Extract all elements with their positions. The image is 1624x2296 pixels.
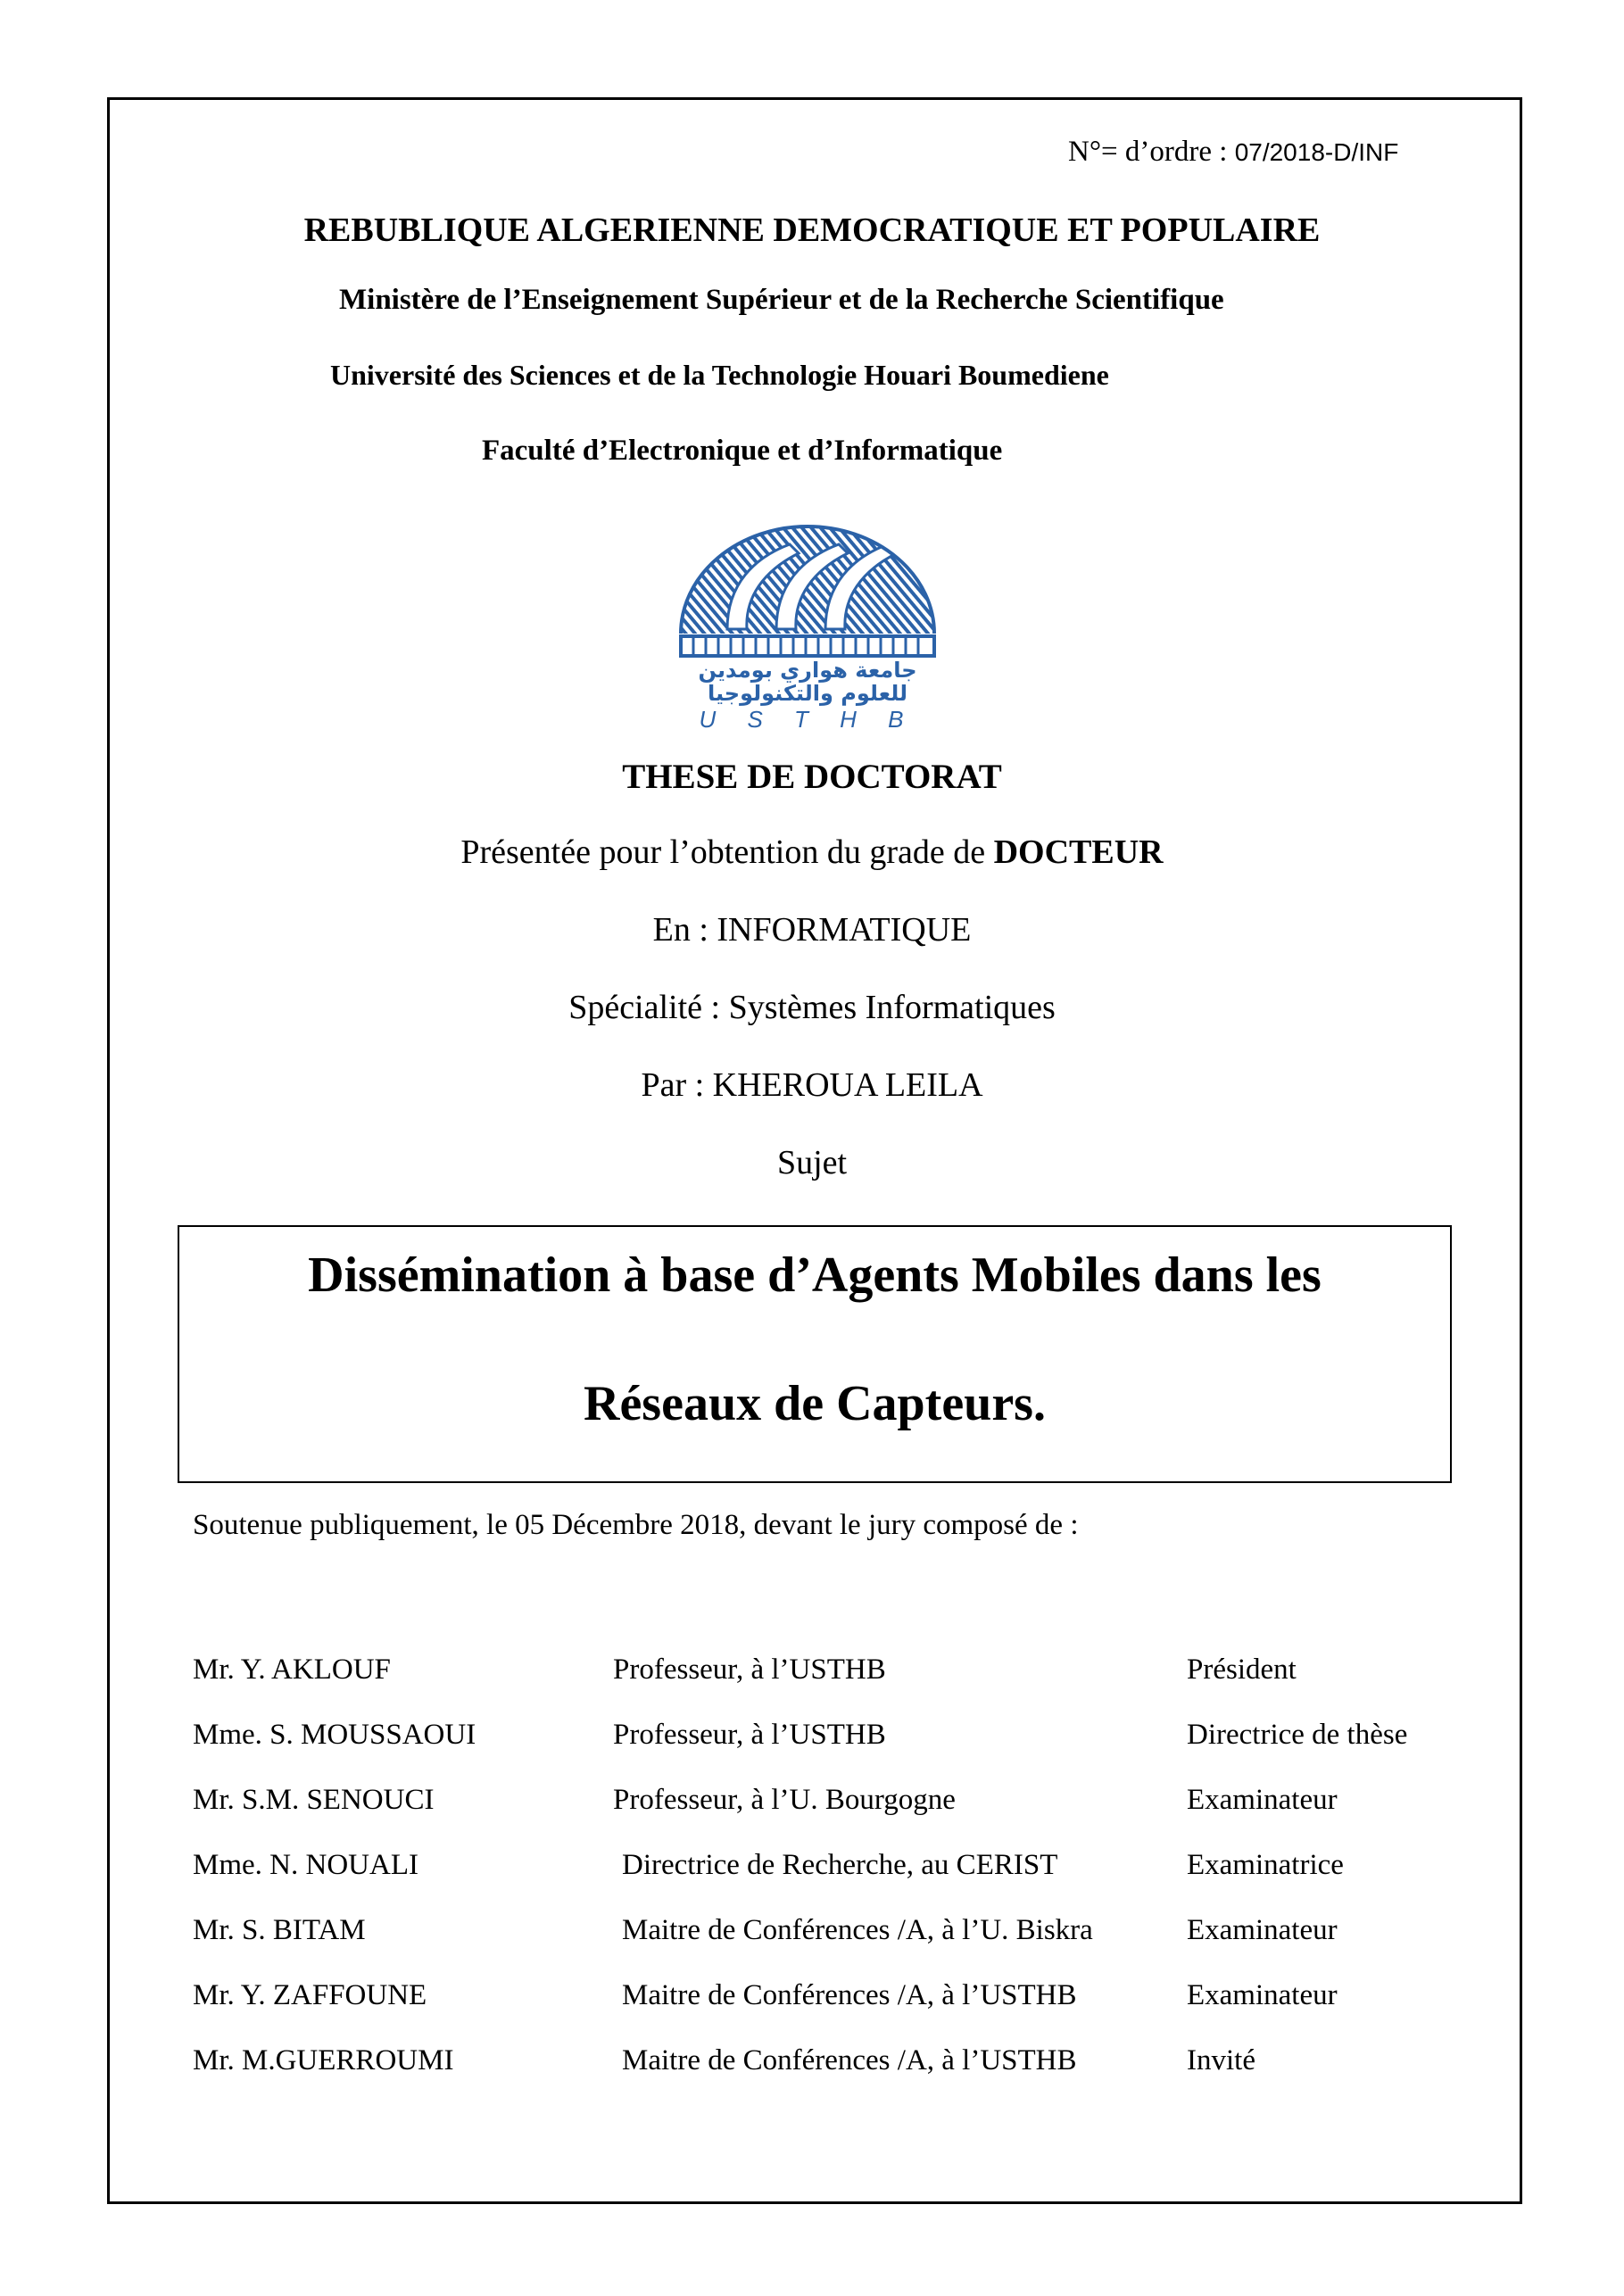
jury-name: Mme. S. MOUSSAOUI: [193, 1719, 476, 1751]
jury-title: Professeur, à l’USTHB: [613, 1654, 886, 1686]
order-number: [1068, 136, 1398, 169]
thesis-speciality: Spécialité : Systèmes Informatiques: [568, 989, 1056, 1026]
jury-name: Mr. S. BITAM: [193, 1914, 366, 1946]
subject-box: [178, 1225, 1452, 1483]
order-number-label: N°= d’ordre :: [1068, 136, 1235, 168]
thesis-grade: [0, 833, 1624, 872]
logo-acronym: U S T H B: [699, 706, 916, 733]
jury-title: Professeur, à l’USTHB: [613, 1719, 886, 1751]
jury-title: Maitre de Conférences /A, à l’U. Biskra: [622, 1914, 1093, 1946]
jury-role: Examinateur: [1187, 1914, 1338, 1946]
university-logo: [674, 522, 941, 736]
thesis-author: Par : KHEROUA LEILA: [641, 1066, 983, 1104]
jury-title: Maitre de Conférences /A, à l’USTHB: [622, 1979, 1077, 2011]
thesis-field: En : INFORMATIQUE: [652, 911, 972, 949]
jury-title: Professeur, à l’U. Bourgogne: [613, 1784, 956, 1816]
jury-role: Examinateur: [1187, 1979, 1338, 2011]
jury-name: Mr. Y. AKLOUF: [193, 1654, 391, 1686]
subject-line-2: Réseaux de Capteurs.: [584, 1376, 1046, 1431]
jury-name: Mr. S.M. SENOUCI: [193, 1784, 435, 1816]
jury-role: Examinateur: [1187, 1784, 1338, 1816]
jury-name: Mme. N. NOUALI: [193, 1849, 418, 1881]
logo-arabic-line2: للعلوم والتكنولوجيا: [707, 681, 908, 706]
jury-name: Mr. Y. ZAFFOUNE: [193, 1979, 427, 2011]
jury-role: Invité: [1187, 2044, 1255, 2076]
defense-statement: Soutenue publiquement, le 05 Décembre 2018, devant le jury composé de :: [193, 1509, 1079, 1541]
order-number-value: 07/2018-D/INF: [1234, 138, 1399, 166]
jury-title: Directrice de Recherche, au CERIST: [622, 1849, 1058, 1881]
thesis-grade-value: DOCTEUR: [993, 833, 1164, 871]
jury-role: Président: [1187, 1654, 1297, 1686]
thesis-grade-prefix: Présentée pour l’obtention du grade de: [460, 833, 994, 871]
subject-line-1: Dissémination à base d’Agents Mobiles dans les: [308, 1247, 1322, 1303]
jury-name: Mr. M.GUERROUMI: [193, 2044, 454, 2076]
jury-title: Maitre de Conférences /A, à l’USTHB: [622, 2044, 1077, 2076]
subject-label: Sujet: [776, 1144, 848, 1181]
university-title: Université des Sciences et de la Technologie Houari Boumediene: [330, 359, 1109, 391]
republic-title: REBUBLIQUE ALGERIENNE DEMOCRATIQUE ET POPULAIRE: [303, 211, 1321, 249]
logo-arabic-line1: جامعة هواري بومدين: [698, 658, 917, 683]
faculty-title: Faculté d’Electronique et d’Informatique: [482, 435, 1003, 467]
jury-role: Directrice de thèse: [1187, 1719, 1408, 1751]
jury-role: Examinatrice: [1187, 1849, 1344, 1881]
ministry-title: Ministère de l’Enseignement Supérieur et de la Recherche Scientifique: [339, 284, 1224, 316]
thesis-type: THESE DE DOCTORAT: [622, 758, 1002, 796]
